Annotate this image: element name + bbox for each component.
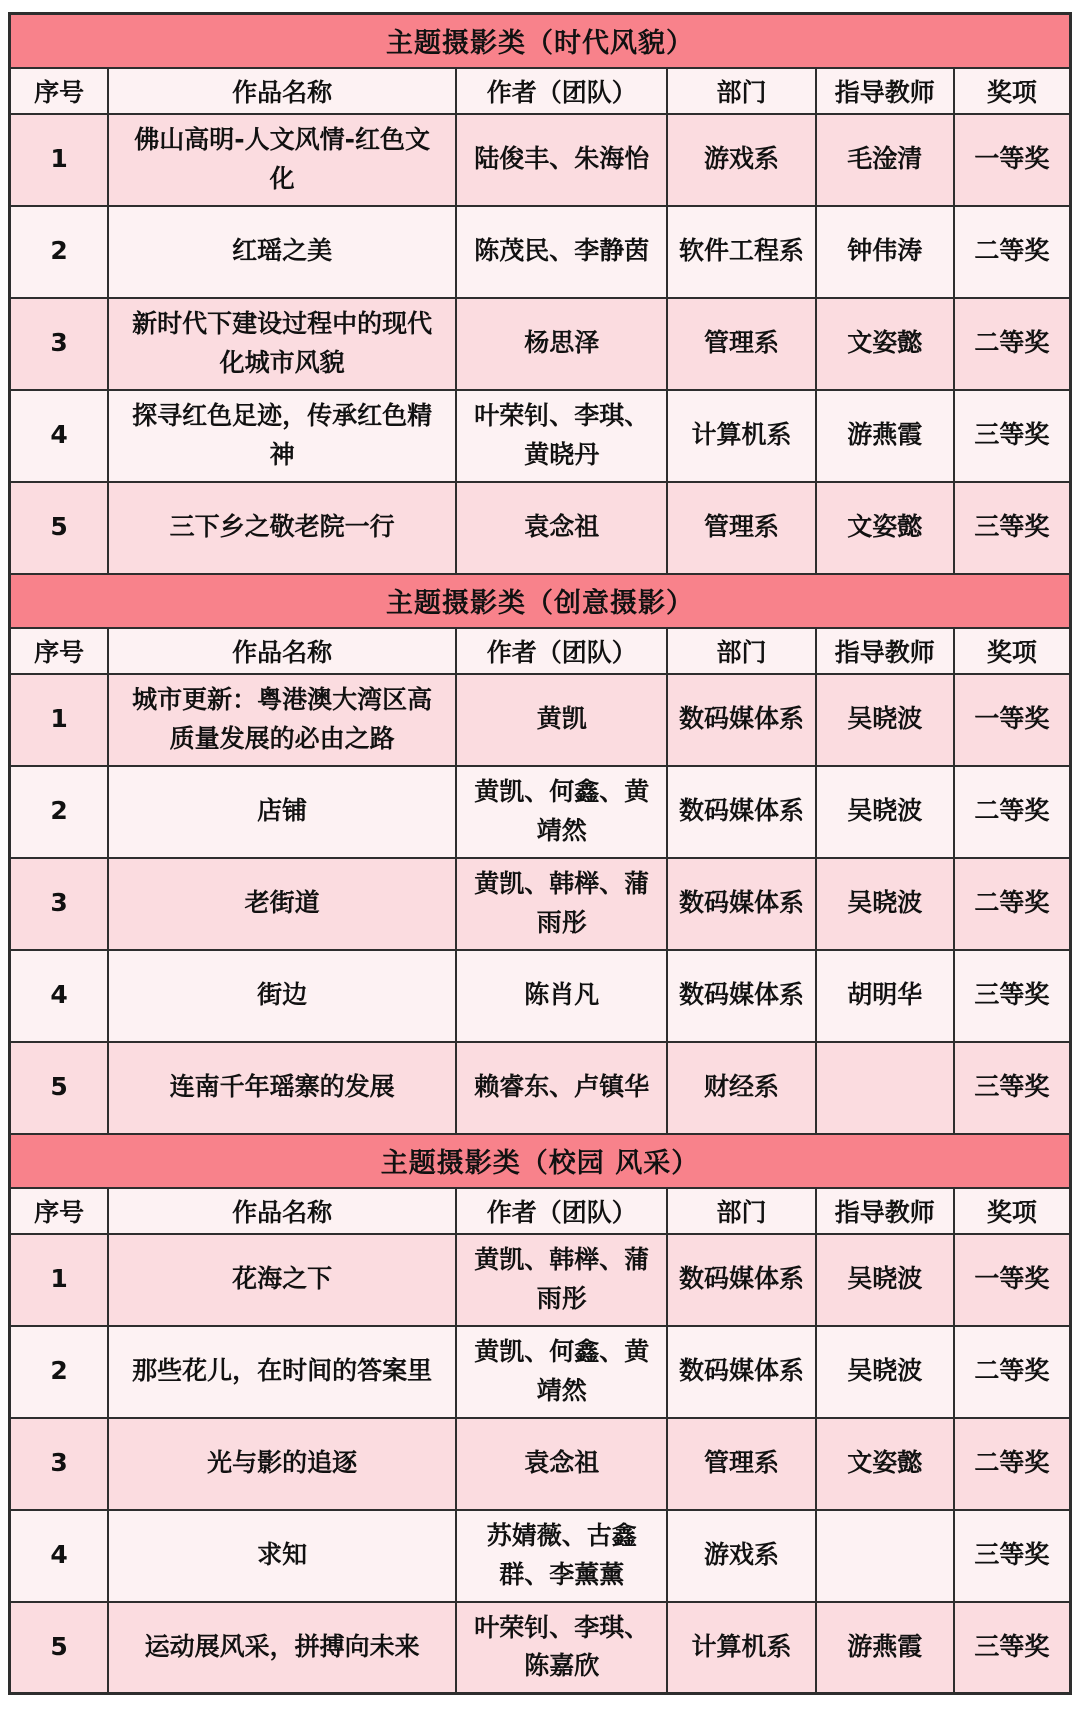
department-cell: 管理系 <box>667 482 816 574</box>
serial-cell: 1 <box>10 674 109 766</box>
serial-cell: 1 <box>10 1234 109 1326</box>
teacher-cell <box>816 1510 954 1602</box>
award-cell: 二等奖 <box>954 298 1071 390</box>
table-row <box>10 1042 1071 1134</box>
work-name-cell: 光与影的追逐 <box>108 1418 456 1510</box>
work-name-cell: 红瑶之美 <box>108 206 456 298</box>
work-name-cell: 新时代下建设过程中的现代化城市风貌 <box>108 298 456 390</box>
department-cell: 管理系 <box>667 1418 816 1510</box>
award-cell: 二等奖 <box>954 1326 1071 1418</box>
teacher-cell: 胡明华 <box>816 950 954 1042</box>
teacher-cell: 吴晓波 <box>816 674 954 766</box>
authors-cell: 袁念祖 <box>456 482 667 574</box>
serial-cell: 5 <box>10 1602 109 1694</box>
col-header-work-name: 作品名称 <box>108 68 456 114</box>
work-name-cell: 花海之下 <box>108 1234 456 1326</box>
serial-cell: 2 <box>10 766 109 858</box>
department-cell: 游戏系 <box>667 114 816 206</box>
table-row <box>10 950 1071 1042</box>
work-name-cell: 运动展风采，拼搏向未来 <box>108 1602 456 1694</box>
col-header-serial: 序号 <box>10 1188 109 1234</box>
department-cell: 数码媒体系 <box>667 1234 816 1326</box>
department-cell: 财经系 <box>667 1042 816 1134</box>
column-header-row <box>10 628 1071 674</box>
department-cell: 数码媒体系 <box>667 858 816 950</box>
authors-cell: 陈肖凡 <box>456 950 667 1042</box>
award-cell: 三等奖 <box>954 1042 1071 1134</box>
table-row <box>10 1234 1071 1326</box>
col-header-department: 部门 <box>667 628 816 674</box>
teacher-cell: 毛淦清 <box>816 114 954 206</box>
col-header-department: 部门 <box>667 1188 816 1234</box>
col-header-authors: 作者（团队） <box>456 68 667 114</box>
award-cell: 三等奖 <box>954 1510 1071 1602</box>
authors-cell: 袁念祖 <box>456 1418 667 1510</box>
serial-cell: 3 <box>10 858 109 950</box>
work-name-cell: 城市更新：粤港澳大湾区高质量发展的必由之路 <box>108 674 456 766</box>
department-cell: 数码媒体系 <box>667 950 816 1042</box>
table-row <box>10 858 1071 950</box>
authors-cell: 杨思泽 <box>456 298 667 390</box>
col-header-work-name: 作品名称 <box>108 628 456 674</box>
awards-table <box>8 12 1072 1695</box>
section-title: 主题摄影类（时代风貌） <box>10 14 1071 68</box>
serial-cell: 5 <box>10 1042 109 1134</box>
column-header-row <box>10 68 1071 114</box>
col-header-department: 部门 <box>667 68 816 114</box>
teacher-cell: 游燕霞 <box>816 390 954 482</box>
award-cell: 三等奖 <box>954 1602 1071 1694</box>
serial-cell: 3 <box>10 1418 109 1510</box>
authors-cell: 叶荣钊、李琪、黄晓丹 <box>456 390 667 482</box>
column-header-row <box>10 1188 1071 1234</box>
work-name-cell: 店铺 <box>108 766 456 858</box>
teacher-cell: 文姿懿 <box>816 298 954 390</box>
department-cell: 游戏系 <box>667 1510 816 1602</box>
work-name-cell: 连南千年瑶寨的发展 <box>108 1042 456 1134</box>
serial-cell: 4 <box>10 1510 109 1602</box>
table-row <box>10 1326 1071 1418</box>
teacher-cell <box>816 1042 954 1134</box>
col-header-authors: 作者（团队） <box>456 1188 667 1234</box>
table-row <box>10 206 1071 298</box>
col-header-work-name: 作品名称 <box>108 1188 456 1234</box>
teacher-cell: 吴晓波 <box>816 1234 954 1326</box>
award-cell: 一等奖 <box>954 674 1071 766</box>
work-name-cell: 探寻红色足迹，传承红色精神 <box>108 390 456 482</box>
department-cell: 数码媒体系 <box>667 674 816 766</box>
authors-cell: 陆俊丰、朱海怡 <box>456 114 667 206</box>
authors-cell: 黄凯、何鑫、黄靖然 <box>456 766 667 858</box>
department-cell: 软件工程系 <box>667 206 816 298</box>
work-name-cell: 三下乡之敬老院一行 <box>108 482 456 574</box>
teacher-cell: 游燕霞 <box>816 1602 954 1694</box>
table-row <box>10 390 1071 482</box>
work-name-cell: 街边 <box>108 950 456 1042</box>
section-title: 主题摄影类（校园 风采） <box>10 1134 1071 1188</box>
award-cell: 二等奖 <box>954 1418 1071 1510</box>
award-cell: 二等奖 <box>954 858 1071 950</box>
section-band <box>10 574 1071 628</box>
work-name-cell: 老街道 <box>108 858 456 950</box>
serial-cell: 5 <box>10 482 109 574</box>
col-header-teacher: 指导教师 <box>816 1188 954 1234</box>
authors-cell: 黄凯、何鑫、黄靖然 <box>456 1326 667 1418</box>
table-row <box>10 114 1071 206</box>
award-cell: 二等奖 <box>954 766 1071 858</box>
department-cell: 数码媒体系 <box>667 1326 816 1418</box>
department-cell: 计算机系 <box>667 390 816 482</box>
col-header-award: 奖项 <box>954 68 1071 114</box>
col-header-award: 奖项 <box>954 1188 1071 1234</box>
authors-cell: 苏婧薇、古鑫群、李薰薰 <box>456 1510 667 1602</box>
col-header-serial: 序号 <box>10 68 109 114</box>
authors-cell: 赖睿东、卢镇华 <box>456 1042 667 1134</box>
table-row <box>10 1418 1071 1510</box>
table-row <box>10 766 1071 858</box>
authors-cell: 叶荣钊、李琪、陈嘉欣 <box>456 1602 667 1694</box>
award-cell: 二等奖 <box>954 206 1071 298</box>
work-name-cell: 那些花儿，在时间的答案里 <box>108 1326 456 1418</box>
department-cell: 数码媒体系 <box>667 766 816 858</box>
section-band <box>10 14 1071 68</box>
teacher-cell: 文姿懿 <box>816 1418 954 1510</box>
teacher-cell: 钟伟涛 <box>816 206 954 298</box>
award-cell: 一等奖 <box>954 1234 1071 1326</box>
award-cell: 三等奖 <box>954 482 1071 574</box>
award-cell: 三等奖 <box>954 950 1071 1042</box>
table-row <box>10 674 1071 766</box>
col-header-teacher: 指导教师 <box>816 68 954 114</box>
authors-cell: 黄凯、韩榉、蒲雨彤 <box>456 1234 667 1326</box>
department-cell: 管理系 <box>667 298 816 390</box>
serial-cell: 2 <box>10 206 109 298</box>
col-header-serial: 序号 <box>10 628 109 674</box>
serial-cell: 4 <box>10 950 109 1042</box>
table-row <box>10 482 1071 574</box>
section-title: 主题摄影类（创意摄影） <box>10 574 1071 628</box>
table-row <box>10 1602 1071 1694</box>
serial-cell: 2 <box>10 1326 109 1418</box>
award-cell: 一等奖 <box>954 114 1071 206</box>
serial-cell: 4 <box>10 390 109 482</box>
table-row <box>10 1510 1071 1602</box>
table-row <box>10 298 1071 390</box>
serial-cell: 1 <box>10 114 109 206</box>
work-name-cell: 佛山高明-人文风情-红色文化 <box>108 114 456 206</box>
col-header-teacher: 指导教师 <box>816 628 954 674</box>
col-header-award: 奖项 <box>954 628 1071 674</box>
col-header-authors: 作者（团队） <box>456 628 667 674</box>
teacher-cell: 吴晓波 <box>816 766 954 858</box>
teacher-cell: 文姿懿 <box>816 482 954 574</box>
authors-cell: 黄凯、韩榉、蒲雨彤 <box>456 858 667 950</box>
teacher-cell: 吴晓波 <box>816 858 954 950</box>
award-cell: 三等奖 <box>954 390 1071 482</box>
teacher-cell: 吴晓波 <box>816 1326 954 1418</box>
section-band <box>10 1134 1071 1188</box>
work-name-cell: 求知 <box>108 1510 456 1602</box>
authors-cell: 黄凯 <box>456 674 667 766</box>
authors-cell: 陈茂民、李静茵 <box>456 206 667 298</box>
department-cell: 计算机系 <box>667 1602 816 1694</box>
serial-cell: 3 <box>10 298 109 390</box>
